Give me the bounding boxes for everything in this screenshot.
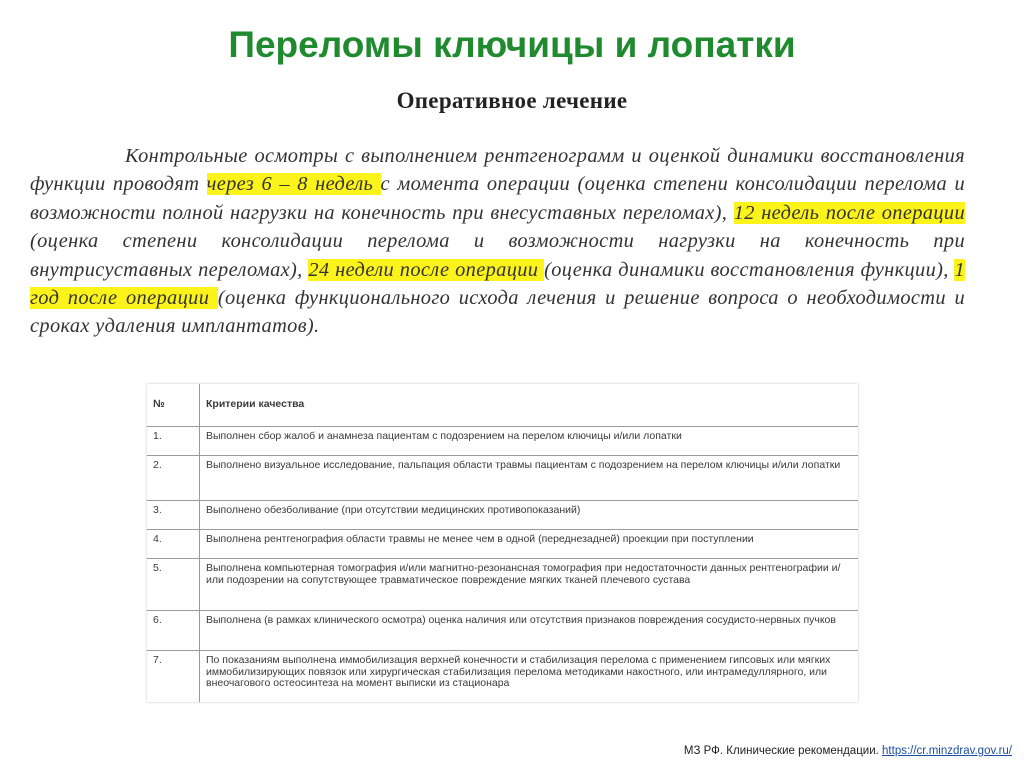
highlight-6-8-weeks: через 6 – 8 недель (206, 173, 381, 196)
row-criterion: Выполнен сбор жалоб и анамнеза пациентам с подозрением на перелом ключицы и/или лопатки (200, 427, 859, 456)
minzdrav-link[interactable]: https://cr.minzdrav.gov.ru/ (882, 745, 1012, 757)
highlight-1-year: 1 год после операции (30, 258, 965, 310)
paragraph-text-3: (оценка степени консолидации перелома и возможности нагрузки на конечность при внутрисуставных переломах), (30, 230, 965, 281)
row-criterion: По показаниям выполнена иммобилизация верхней конечности и стабилизация перелома с применением гипсовых или мягких иммобилизирующих повязок или хирургическая стабилизация перелома методиками накостного, или интрамедуллярного, или внеочагового остеосинтеза на момент выписки из стационара (200, 651, 859, 703)
highlight-12-weeks: 12 недель после операции (733, 201, 965, 224)
row-number: 1. (147, 427, 200, 456)
source-footer (684, 745, 1012, 757)
row-criterion: Выполнена компьютерная томография и/или магнитно-резонансная томография при недостаточности данных рентгенографии и/или подозрении на сопутствующее травматическое повреждение мягких тканей плечевого сустава (200, 559, 859, 611)
table-row (147, 651, 858, 703)
row-number: 6. (147, 611, 200, 651)
table-row (147, 559, 858, 611)
row-criterion: Выполнено обезболивание (при отсутствии медицинских противопоказаний) (200, 501, 859, 530)
footer-label: МЗ РФ. Клинические рекомендации. (683, 745, 883, 757)
section-subtitle: Оперативное лечение (396, 88, 628, 113)
row-number: 4. (147, 530, 200, 559)
row-number: 7. (147, 651, 200, 703)
row-criterion: Выполнено визуальное исследование, пальпация области травмы пациентам с подозрением на перелом ключицы и/или лопатки (200, 456, 859, 501)
table-header-row (147, 384, 858, 427)
quality-criteria-table (147, 384, 858, 702)
paragraph-text-2: с момента операции (оценка степени консолидации перелома и возможности полной нагрузки на конечность при внесуставных переломах), (30, 173, 965, 224)
paragraph-text-4: (оценка динамики восстановления функции), (544, 258, 955, 281)
row-criterion: Выполнена (в рамках клинического осмотра) оценка наличия или отсутствия признаков повреждения сосудисто-нервных пучков (200, 611, 859, 651)
table-row (147, 611, 858, 651)
table-row (147, 456, 858, 501)
table-row (147, 501, 858, 530)
row-number: 3. (147, 501, 200, 530)
row-number: 5. (147, 559, 200, 611)
quality-criteria-table-image (147, 384, 858, 702)
slide-title: Переломы ключицы и лопатки (228, 24, 796, 65)
table-row (147, 530, 858, 559)
row-number: 2. (147, 456, 200, 501)
highlight-24-weeks: 24 недели после операции (308, 258, 545, 281)
paragraph-text-1: Контрольные осмотры с выполнением рентгенограмм и оценкой динамики восстановления функции проводят (30, 145, 965, 196)
header-number: № (153, 398, 165, 411)
paragraph-text-5: (оценка функционального исхода лечения и решение вопроса о необходимости и сроках удаления имплантатов). (30, 287, 966, 338)
table-row (147, 427, 858, 456)
follow-up-paragraph (30, 142, 965, 341)
row-criterion: Выполнена рентгенография области травмы не менее чем в одной (переднезадней) проекции при поступлении (200, 530, 859, 559)
header-criteria: Критерии качества (200, 384, 859, 427)
